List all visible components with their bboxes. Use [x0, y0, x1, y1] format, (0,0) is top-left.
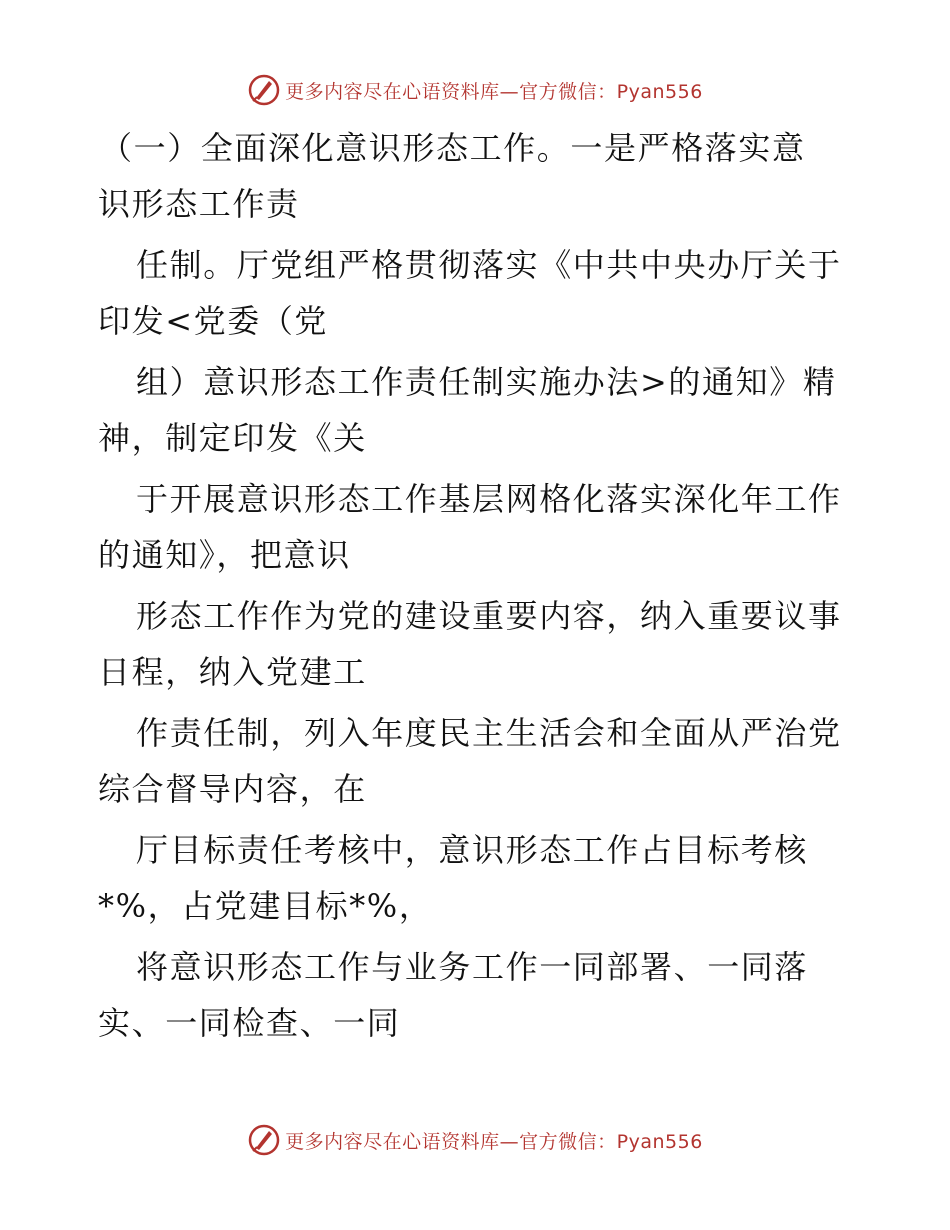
paragraph-line: 将意识形态工作与业务工作一同部署、一同落: [136, 948, 809, 986]
footer-banner: [0, 1120, 950, 1160]
feather-pen-icon: [247, 1123, 281, 1157]
paragraph-line: 的通知》，把意识: [98, 536, 351, 574]
paragraph-line: 组）意识形态工作责任制实施办法>的通知》精: [136, 363, 837, 401]
paragraph-line: *%，占党建目标*%，: [98, 887, 433, 925]
paragraph-line: 印发<党委（党: [98, 302, 329, 340]
feather-pen-icon: [247, 73, 281, 107]
paragraph-line: 于开展意识形态工作基层网格化落实深化年工作: [136, 480, 842, 518]
paragraph-line: 神，制定印发《关: [98, 419, 367, 457]
paragraph-line: 识形态工作责: [98, 185, 300, 223]
footer-banner-text: 更多内容尽在心语资料库—官方微信：Pyan556: [285, 1130, 703, 1153]
paragraph-line: 厅目标责任考核中，意识形态工作占目标考核: [136, 831, 809, 869]
paragraph-line: 日程，纳入党建工: [98, 653, 367, 691]
header-banner-text: 更多内容尽在心语资料库—官方微信：Pyan556: [285, 80, 703, 103]
paragraph-line: 形态工作作为党的建设重要内容，纳入重要议事: [136, 597, 842, 635]
paragraph-line: 综合督导内容，在: [98, 770, 367, 808]
paragraph-line: 作责任制，列入年度民主生活会和全面从严治党: [136, 714, 842, 752]
paragraph-line: （一）全面深化意识形态工作。一是严格落实意: [100, 129, 806, 167]
paragraph-line: 实、一同检查、一同: [98, 1004, 401, 1042]
paragraph-line: 任制。厅党组严格贯彻落实《中共中央办厅关于: [136, 246, 842, 284]
header-banner: [0, 70, 950, 110]
